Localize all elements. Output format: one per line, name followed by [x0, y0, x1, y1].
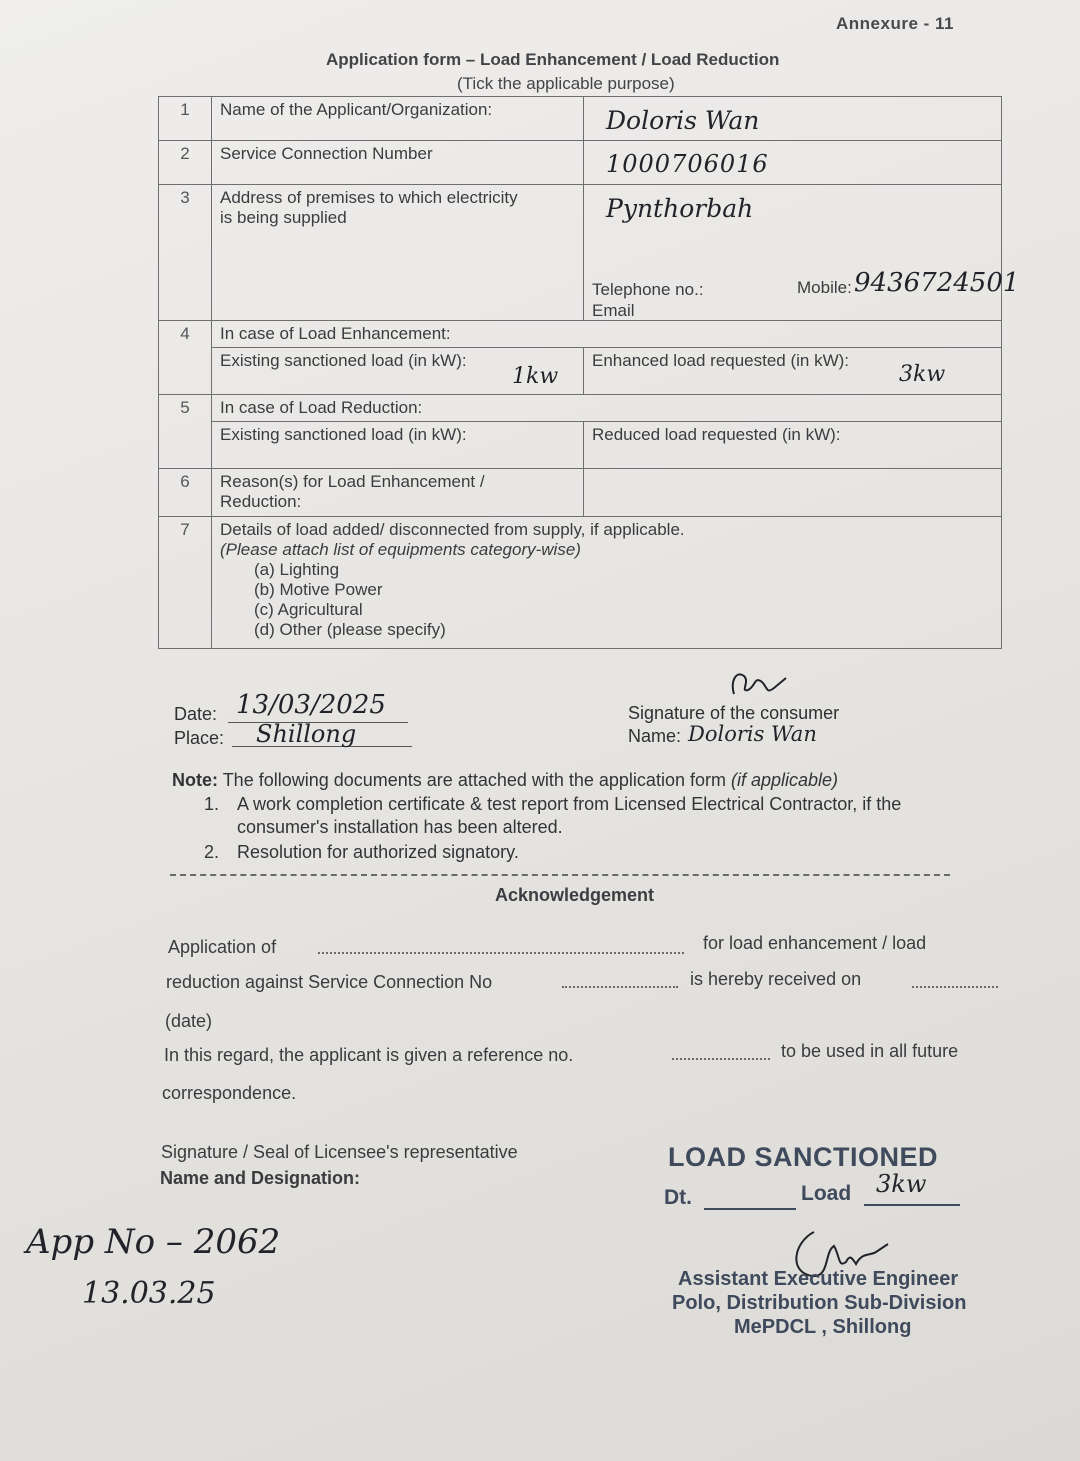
note-line — [172, 770, 838, 791]
place-value[interactable]: Shillong — [256, 720, 357, 748]
note-text: The following documents are attached with the application form — [222, 770, 726, 790]
row-number: 7 — [159, 517, 212, 649]
address-label-line2: is being supplied — [220, 208, 347, 227]
load-item-other: (d) Other (please specify) — [254, 620, 446, 639]
consumer-name-label: Name: — [628, 726, 682, 746]
date-value[interactable]: 13/03/2025 — [236, 690, 386, 720]
annexure-label: Annexure - 11 — [836, 14, 954, 33]
telephone-label: Telephone no.: — [592, 280, 704, 299]
enhanced-load-label: Enhanced load requested (in kW): — [592, 351, 850, 370]
consumer-signature-label: Signature of the consumer — [628, 703, 840, 723]
load-reduction-heading: In case of Load Reduction: — [212, 395, 1001, 422]
reason-label-line1: Reason(s) for Load Enhancement / — [220, 472, 485, 491]
stamp-load-sanctioned: LOAD SANCTIONED — [668, 1142, 938, 1172]
stamp-load-blank — [864, 1204, 960, 1206]
row-number: 4 — [159, 321, 212, 395]
address-field[interactable] — [584, 185, 1020, 321]
ack-date-blank[interactable] — [912, 986, 998, 988]
note-italic: (if applicable) — [730, 770, 839, 790]
load-enhancement-heading: In case of Load Enhancement: — [212, 321, 1001, 348]
form-row-reason — [159, 469, 1002, 517]
form-row-load-enhancement — [159, 321, 1002, 395]
date-label: Date: — [174, 704, 218, 724]
existing-load-label: Existing sanctioned load (in kW): — [220, 351, 467, 370]
note-item-2-number: 2. — [204, 842, 220, 862]
stamp-officer-title: Assistant Executive Engineer — [678, 1268, 959, 1290]
mobile-label: Mobile: — [797, 278, 852, 297]
email-label: Email — [592, 301, 635, 320]
note-item-2-line1: Resolution for authorized signatory. — [237, 842, 519, 862]
mobile-value: 9436724501 — [854, 268, 1020, 298]
load-item-agricultural: (c) Agricultural — [254, 600, 363, 619]
load-item-lighting: (a) Lighting — [254, 560, 340, 579]
ack-line3: (date) — [165, 1011, 213, 1031]
address-value: Pynthorbah — [606, 194, 754, 223]
section-divider — [170, 874, 950, 876]
row-number: 5 — [159, 395, 212, 469]
reduced-load-label: Reduced load requested (in kW): — [592, 425, 841, 444]
stamp-load-label: Load — [801, 1182, 852, 1205]
ack-line2-end: is hereby received on — [690, 969, 862, 989]
handwritten-app-number: App No – 2062 — [26, 1222, 281, 1262]
form-row-service-number — [159, 141, 1002, 185]
ack-line4-start: In this regard, the applicant is given a reference no. — [164, 1045, 574, 1065]
service-number-value: 1000706016 — [606, 150, 769, 178]
reason-label-line2: Reduction: — [220, 492, 302, 511]
existing-load-field[interactable] — [212, 348, 584, 394]
form-row-load-details — [159, 517, 1002, 649]
acknowledgement-title: Acknowledgement — [495, 885, 655, 905]
service-number-label: Service Connection Number — [212, 141, 584, 185]
ack-reference-blank[interactable] — [672, 1058, 770, 1060]
ack-service-number-blank[interactable] — [562, 986, 678, 988]
application-form-table — [158, 96, 1020, 649]
applicant-name-label: Name of the Applicant/Organization: — [212, 97, 584, 141]
note-item-1-number: 1. — [204, 794, 220, 814]
applicant-name-field[interactable] — [584, 97, 1002, 141]
consumer-signature-scribble — [726, 664, 790, 704]
ack-line1-end: for load enhancement / load — [703, 933, 927, 953]
form-title: Application form – Load Enhancement / Load Reduction — [326, 50, 780, 69]
form-row-name — [159, 97, 1002, 141]
load-details-line1: Details of load added/ disconnected from supply, if applicable. — [220, 520, 685, 539]
stamp-load-value[interactable]: 3kw — [876, 1170, 927, 1198]
stamp-officer-office: Polo, Distribution Sub-Division — [672, 1292, 967, 1314]
address-label-line1: Address of premises to which electricity — [220, 188, 518, 207]
place-label: Place: — [174, 728, 225, 748]
reduced-load-field[interactable] — [584, 422, 1001, 468]
form-row-address — [159, 185, 1002, 321]
applicant-name-value: Doloris Wan — [606, 106, 760, 135]
reason-field[interactable] — [584, 469, 1002, 517]
load-item-motive-power: (b) Motive Power — [254, 580, 383, 599]
stamp-officer-company: MePDCL , Shillong — [734, 1316, 912, 1338]
stamp-dt-label: Dt. — [664, 1186, 692, 1209]
consumer-name-value[interactable]: Doloris Wan — [688, 722, 817, 746]
ack-line4-end: to be used in all future — [781, 1041, 959, 1061]
ack-line1-start: Application of — [168, 937, 277, 957]
ack-line2-start: reduction against Service Connection No — [166, 972, 493, 992]
note-label: Note: — [172, 770, 218, 790]
enhanced-load-value: 3kw — [899, 362, 946, 387]
reduction-existing-load-label: Existing sanctioned load (in kW): — [220, 425, 467, 444]
enhanced-load-field[interactable] — [584, 348, 1001, 394]
row-number: 3 — [159, 185, 212, 321]
service-number-field[interactable] — [584, 141, 1002, 185]
load-details-line2: (Please attach list of equipments category-wise) — [220, 540, 581, 559]
reduction-existing-load-field[interactable] — [212, 422, 584, 468]
licensee-name-label: Name and Designation: — [160, 1168, 361, 1188]
note-item-1-line1: A work completion certificate & test report from Licensed Electrical Contractor, if the — [237, 794, 902, 814]
ack-application-blank[interactable] — [318, 952, 684, 954]
form-row-load-reduction — [159, 395, 1002, 469]
row-number: 1 — [159, 97, 212, 141]
stamp-dt-blank[interactable] — [704, 1208, 796, 1210]
row-number: 6 — [159, 469, 212, 517]
handwritten-app-date: 13.03.25 — [82, 1276, 216, 1311]
form-subtitle: (Tick the applicable purpose) — [457, 74, 675, 93]
note-item-1-line2: consumer's installation has been altered. — [237, 817, 563, 837]
existing-load-value: 1kw — [512, 364, 559, 389]
licensee-signature-label: Signature / Seal of Licensee's representative — [161, 1142, 518, 1162]
ack-line5: correspondence. — [162, 1083, 297, 1103]
row-number: 2 — [159, 141, 212, 185]
